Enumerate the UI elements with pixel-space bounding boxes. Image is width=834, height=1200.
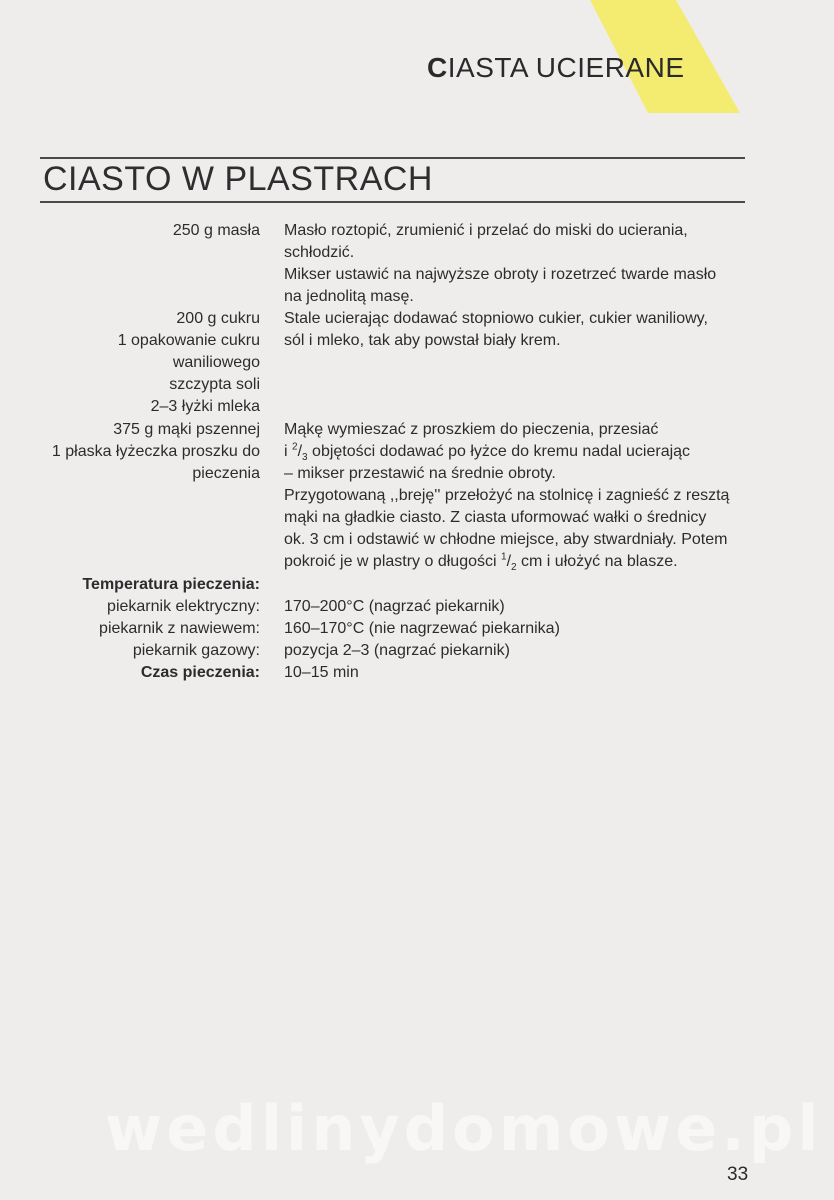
watermark: wedlinydomowe.pl xyxy=(105,1092,823,1165)
method-line: Stale ucierając dodawać stopniowo cukier, cukier waniliowy, xyxy=(284,310,708,327)
method-line: Masło roztopić, zrumienić i przelać do miski do ucierania, xyxy=(284,222,688,239)
method-line: – mikser przestawić na średnie obroty. xyxy=(284,465,556,482)
ingredient: 375 g mąki pszennej xyxy=(113,421,260,438)
method-line: ok. 3 cm i odstawić w chłodne miejsce, aby stwardniały. Potem xyxy=(284,531,728,548)
recipe-title: CIASTO W PLASTRACH xyxy=(43,160,433,198)
section-title xyxy=(427,52,685,84)
method-line-text: cm i ułożyć na blasze. xyxy=(521,553,678,570)
fan-oven-label: piekarnik z nawiewem: xyxy=(99,620,260,637)
method-line-text: objętości dodawać po łyżce do kremu nadal ucierając xyxy=(312,443,691,460)
ingredient: 200 g cukru xyxy=(176,310,260,327)
section-title-initial: C xyxy=(427,52,448,83)
fraction-numerator: 2 xyxy=(292,441,298,453)
gas-oven-label: piekarnik gazowy: xyxy=(132,642,260,659)
ingredient: szczypta soli xyxy=(169,376,260,393)
method-line: na jednolitą masę. xyxy=(284,288,414,305)
fraction-denominator: 2 xyxy=(511,562,517,574)
method-line: i $^2/_3$ objętości dodawać po łyżce do kremu nadal ucierając xyxy=(284,441,691,464)
ingredient: 1 płaska łyżeczka proszku do xyxy=(51,443,260,460)
ingredient: 250 g masła xyxy=(172,222,260,239)
method-line: Mąkę wymieszać z proszkiem do pieczenia, przesiać xyxy=(284,421,659,438)
ingredient: 2–3 łyżki mleka xyxy=(150,398,260,415)
baking-time-value: 10–15 min xyxy=(284,664,359,681)
method-line: schłodzić. xyxy=(284,244,355,261)
title-rule-bottom xyxy=(40,201,745,203)
baking-time-label: Czas pieczenia: xyxy=(140,664,260,681)
ingredient: pieczenia xyxy=(192,465,260,482)
ingredient: waniliowego xyxy=(172,354,260,371)
gas-oven-value: pozycja 2–3 (nagrzać piekarnik) xyxy=(284,642,510,659)
fraction-denominator: 3 xyxy=(302,452,308,464)
method-line: Przygotowaną ,,breję'' przełożyć na stolnicę i zagnieść z resztą xyxy=(284,487,730,504)
ingredient: 1 opakowanie cukru xyxy=(117,332,260,349)
fraction-prefix: i xyxy=(284,443,288,460)
page-number: 33 xyxy=(727,1164,749,1185)
temperature-label: Temperatura pieczenia: xyxy=(82,576,260,593)
title-rule-top xyxy=(40,157,745,159)
electric-oven-label: piekarnik elektryczny: xyxy=(107,598,260,615)
electric-oven-value: 170–200°C (nagrzać piekarnik) xyxy=(284,598,505,615)
method-line: pokroić je w plastry o długości $^1/_2$ cm i ułożyć na blasze. xyxy=(284,551,678,574)
method-line: Mikser ustawić na najwyższe obroty i rozetrzeć twarde masło xyxy=(284,266,717,283)
section-title-rest: IASTA UCIERANE xyxy=(447,52,685,83)
fraction-numerator: 1 xyxy=(501,551,507,563)
method-line: mąki na gładkie ciasto. Z ciasta uformować wałki o średnicy xyxy=(284,509,707,526)
method-line: sól i mleko, tak aby powstał biały krem. xyxy=(284,332,561,349)
method-line-text: pokroić je w plastry o długości xyxy=(284,553,497,570)
fan-oven-value: 160–170°C (nie nagrzewać piekarnika) xyxy=(284,620,560,637)
